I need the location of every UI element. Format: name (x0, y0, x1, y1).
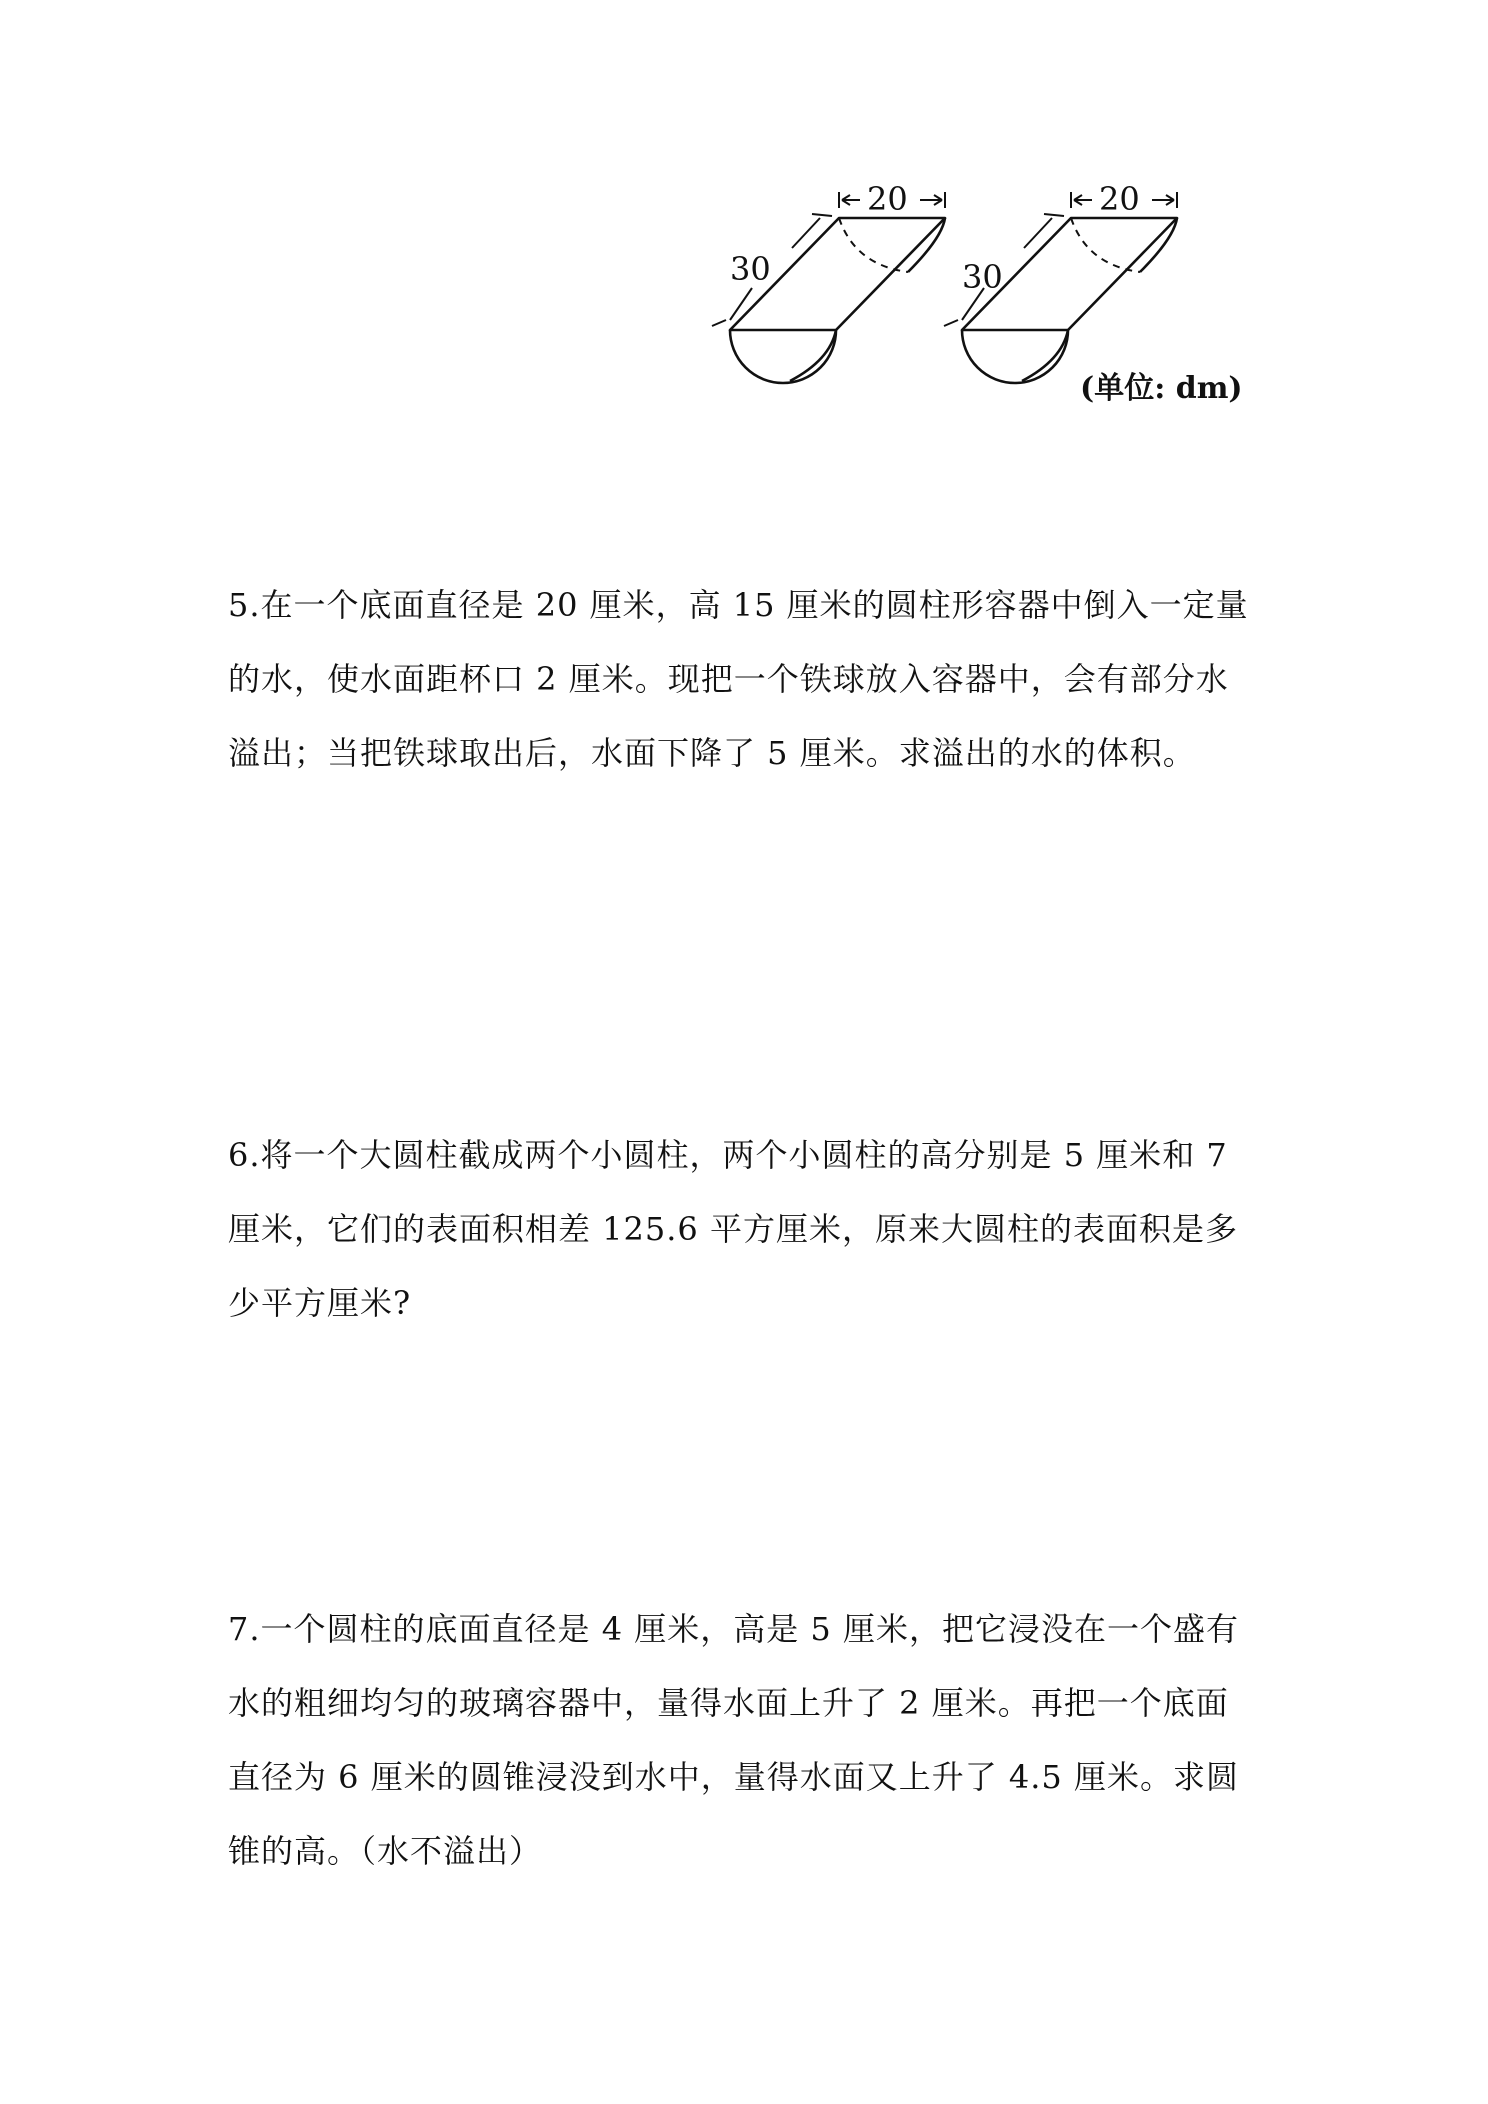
question-line: 的水，使水面距杯口 2 厘米。现把一个铁球放入容器中，会有部分水 (228, 660, 1229, 698)
question-line: 直径为 6 厘米的圆锥浸没到水中，量得水面又上升了 4.5 厘米。求圆 (228, 1758, 1239, 1796)
question-6 (228, 1118, 1273, 1340)
dim-width-label-right: 20 (1099, 180, 1140, 218)
question-line: 厘米，它们的表面积相差 125.6 平方厘米，原来大圆柱的表面积是多 (228, 1210, 1238, 1248)
half-cylinder-figure (690, 170, 1290, 430)
question-line: 锥的高。（水不溢出） (228, 1832, 543, 1870)
question-5 (228, 568, 1273, 790)
dim-length-label-right: 30 (962, 258, 1003, 296)
dim-length-label-left: 30 (730, 250, 771, 288)
question-line: 7.一个圆柱的底面直径是 4 厘米，高是 5 厘米，把它浸没在一个盛有 (228, 1610, 1239, 1648)
question-line: 少平方厘米? (228, 1284, 412, 1322)
question-7 (228, 1592, 1273, 1888)
question-line: 6.将一个大圆柱截成两个小圆柱，两个小圆柱的高分别是 5 厘米和 7 (228, 1136, 1228, 1174)
question-line: 水的粗细均匀的玻璃容器中，量得水面上升了 2 厘米。再把一个底面 (228, 1684, 1229, 1722)
question-line: 5.在一个底面直径是 20 厘米，高 15 厘米的圆柱形容器中倒入一定量 (228, 586, 1249, 624)
unit-label: (单位: dm) (1080, 371, 1243, 406)
dim-width-label-left: 20 (867, 180, 908, 218)
question-line: 溢出；当把铁球取出后，水面下降了 5 厘米。求溢出的水的体积。 (228, 734, 1196, 772)
